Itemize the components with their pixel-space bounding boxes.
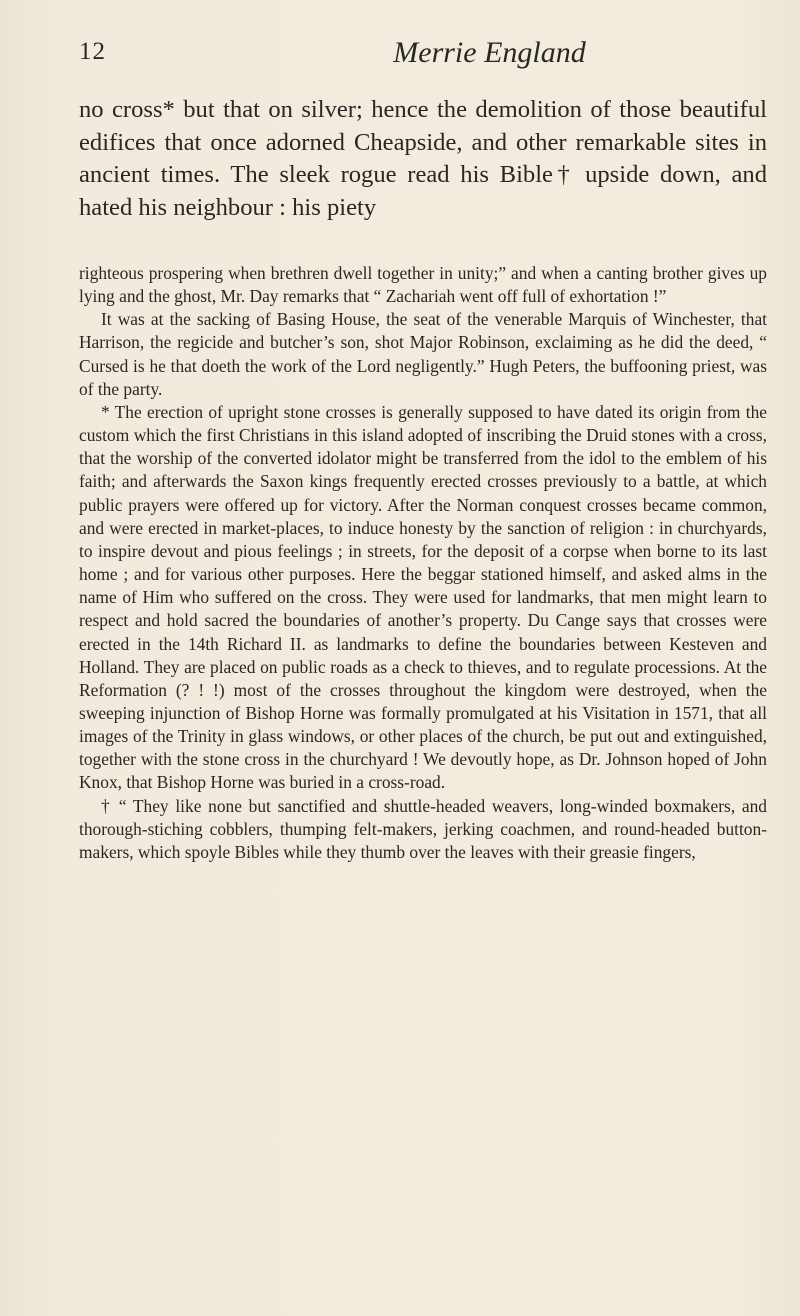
page-header <box>79 36 760 76</box>
footnote-bible: † “ They like none but sanctified and shuttle-headed weavers, long-winded boxmakers, and thorough-stiching cobblers, thumping felt-makers, jerking coachmen, and round-headed button-makers, which spoyle Bibles while they thumb over the leaves with their greasie fingers, <box>79 795 767 862</box>
running-title: Merrie England <box>393 36 586 69</box>
footnote-cross: * The erection of upright stone crosses is generally supposed to have dated its origin from the custom which the first Christians in this island adopted of inscribing the Druid stones with a cross, that the worship of the converted idolator might be transferred from the idol to the emblem of his faith; and afterwards the Saxon kings frequently erected crosses previously to a battle, at which public prayers were offered up for victory. After the Norman conquest crosses became common, and were erected in market-places, to induce honesty by the sanction of religion : in churchyards, to inspire devout and pious feelings ; in streets, for the deposit of a corpse when borne to its last home ; and for various other purposes. Here the beggar stationed himself, and asked alms in the name of Him who suffered on the cross. They were used for landmarks, that men might learn to respect and hold sacred the boundaries of another’s property. Du Cange says that crosses were erected in the 14th Richard II. as landmarks to define the boundaries between Kesteven and Holland. They are placed on public roads as a check to thieves, and to regulate processions. At the Reformation (? ! !) most of the crosses throughout the kingdom were destroyed, when the sweeping injunction of Bishop Horne was formally promulgated at his Visitation in 1571, that all images of the Trinity in glass windows, or other places of the church, be put out and extinguished, together with the stone cross in the churchyard ! We devoutly hope, as Dr. Johnson hoped of John Knox, that Bishop Horne was buried in a cross-road. <box>79 401 767 793</box>
page-number: 12 <box>79 38 106 65</box>
footnote-continuation: righteous prospering when brethren dwell together in unity;” and when a canting brother gives up lying and the ghost, Mr. Day remarks that “ Zachariah went off full of exhortation !” <box>79 263 767 307</box>
footnote-paragraph: It was at the sacking of Basing House, the seat of the venerable Marquis of Winchester, that Harrison, the regicide and butcher’s son, shot Major Robinson, exclaiming as he did the deed, “ Cursed is he that doeth the work of the Lord negligently.” Hugh Peters, the buffooning priest, was of the party. <box>79 309 767 399</box>
footnotes <box>79 262 767 864</box>
body-paragraph: no cross* but that on silver; hence the demolition of those beautiful edifices that once adorned Cheapside, and other remarkable sites in ancient times. The sleek rogue read his Bible† upside down, and hated his neighbour : his piety <box>79 96 767 221</box>
